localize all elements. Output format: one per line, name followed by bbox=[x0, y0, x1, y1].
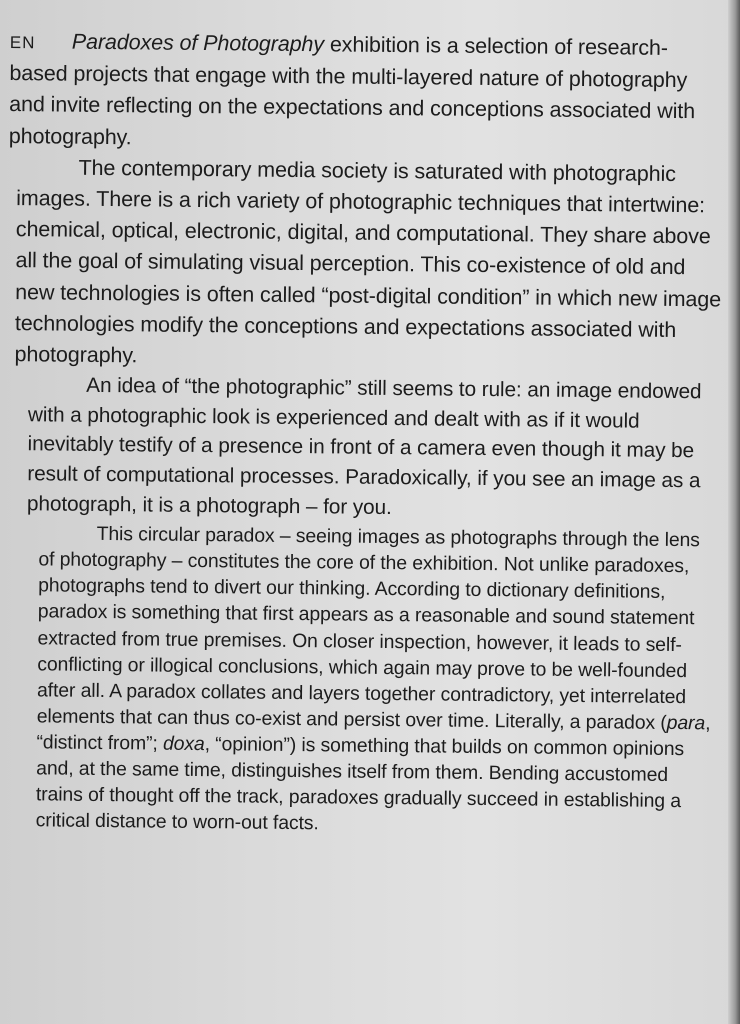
paradox-text-part1: This circular paradox – seeing images as photographs through the lens of photography – constitutes the core of the exhibition. Not unlike paradoxes, photographs tend to divert our thinking. According to dictionary definitions, paradox is something that first appears as a reasonable and sound statement extracted from true premises. On closer inspection, however, it leads to self-conflicting or illogical conclusions, which again may prove to be well-founded after all. A paradox collates and layers together contradictory, yet interrelated elements that can thus co-exist and persist over time. Literally, a paradox ( bbox=[36, 523, 700, 734]
paragraph-photographic bbox=[5, 370, 723, 525]
doxa-term: doxa bbox=[162, 732, 205, 756]
intro-text: exhibition is a selection of research-based projects that engage with the multi-layered nature of photography and invite reflecting on the expectations and conceptions associated with photography. bbox=[8, 32, 696, 149]
panel-edge bbox=[728, 0, 740, 1024]
paradox-text-part3: , “opinion”) is something that builds on common opinions and, at the same time, distinguishes itself from them. Bending accustomed trains of thought off the track, paradoxes gradually succeed in establishing a critical distance to worn-out facts. bbox=[35, 733, 685, 835]
exhibition-title: Paradoxes of Photography bbox=[71, 29, 325, 57]
paradox-text-part2: , “distinct from”; bbox=[36, 712, 711, 755]
paragraph-media-society bbox=[6, 152, 724, 378]
paragraph-circular-paradox bbox=[2, 520, 721, 841]
intro-paragraph bbox=[9, 26, 726, 159]
paragraph-photographic-text: An idea of “the photographic” still seems to rule: an image endowed with a photographic look is experienced and dealt with as if it would inevitably testify of a presence in front of a camera even though it may be result of computational processes. Paradoxically, if you see an image as a photograph, it is a photograph – for you. bbox=[26, 374, 702, 519]
paragraph-media-society-text: The contemporary media society is saturated with photographic images. There is a rich variety of photographic techniques that intertwine: chemical, optical, electronic, digital, and computational. They share above all the goal of simulating visual perception. This co-existence of old and new technologies is often called “post-digital condition” in which new image technologies modify the conceptions and expectations associated with photography. bbox=[14, 155, 722, 368]
exhibition-text bbox=[2, 26, 726, 841]
language-tag: EN bbox=[9, 32, 36, 53]
para-term: para bbox=[666, 711, 706, 735]
